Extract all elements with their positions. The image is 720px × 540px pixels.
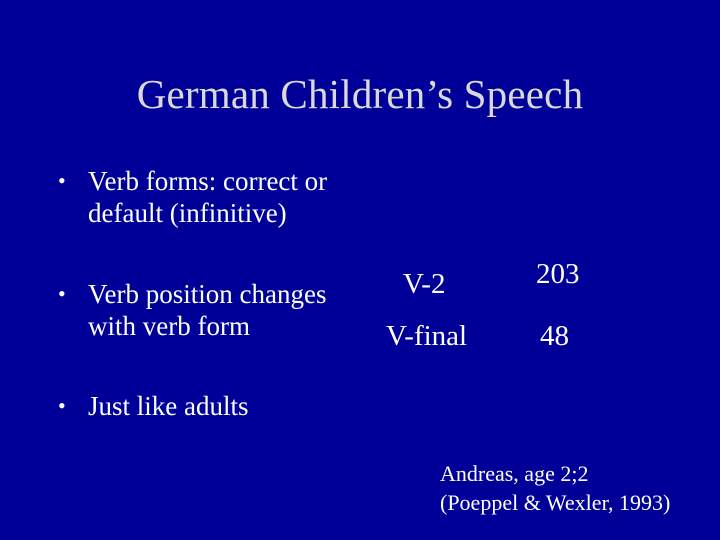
table-row-label-vfinal: V-final	[386, 320, 468, 352]
bullet-text	[88, 165, 327, 229]
bullet-line: Just like adults	[88, 391, 249, 421]
slide-title: German Children’s Speech	[136, 71, 584, 117]
bullet-marker: •	[58, 393, 66, 418]
bullet-text	[88, 390, 249, 422]
citation	[440, 459, 670, 517]
table-row-label-v2: V-2	[403, 268, 446, 300]
bullet-marker: •	[58, 168, 66, 193]
table-row-value-vfinal: 48	[540, 320, 569, 352]
table-row-value-v2: 203	[536, 258, 580, 290]
citation-line-subject: Andreas, age 2;2	[440, 461, 589, 486]
bullet-line: Verb position changes	[88, 279, 327, 309]
citation-line-source: (Poeppel & Wexler, 1993)	[440, 490, 671, 515]
bullet-line: Verb forms: correct or	[88, 166, 328, 196]
bullet-text	[88, 278, 326, 342]
bullet-line: default (infinitive)	[88, 198, 287, 228]
bullet-marker: •	[58, 281, 66, 306]
bullet-line: with verb form	[88, 311, 250, 341]
